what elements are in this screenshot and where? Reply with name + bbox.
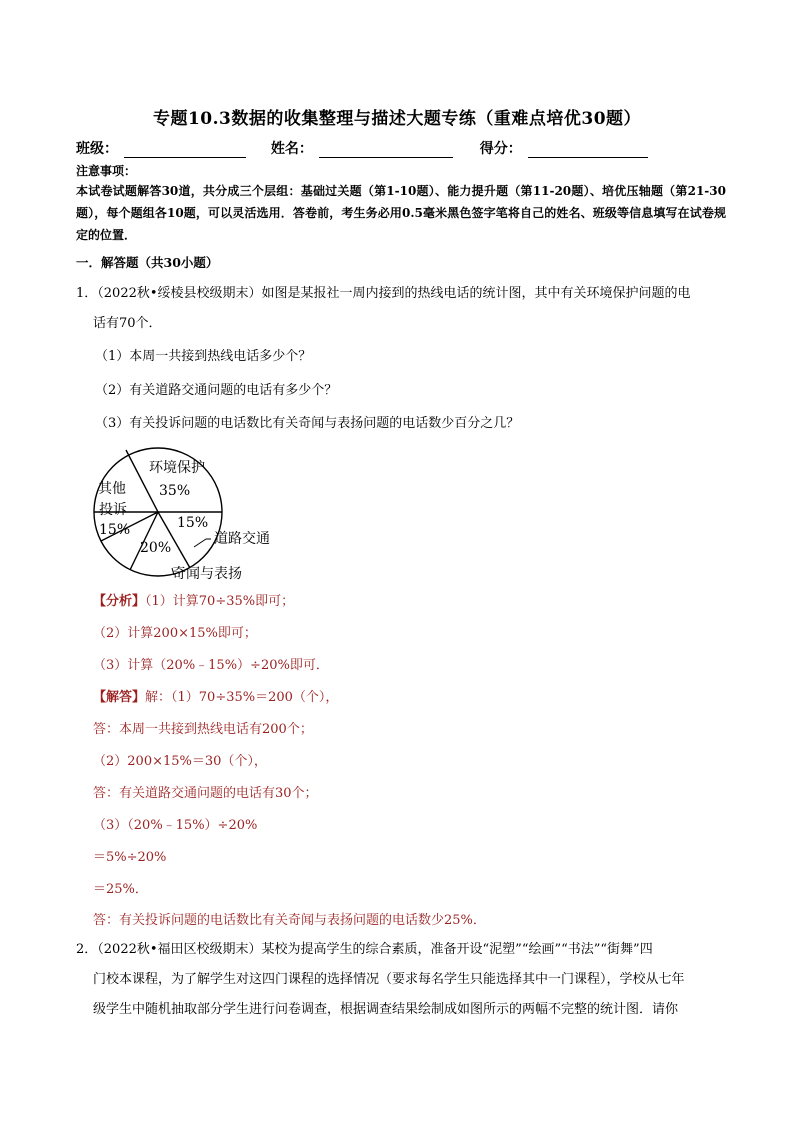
score-blank — [528, 143, 648, 158]
road-leader-line — [194, 539, 206, 547]
analysis-tag: 【分析】 — [93, 594, 146, 609]
notes-heading: 注意事项： — [76, 164, 137, 178]
question-1-stem — [76, 279, 726, 339]
question-1-line1: 1．（2022秋•绥棱县校级期末）如图是某报社一周内接到的热线电话的统计图，其中有关环境保护问题的电 — [76, 286, 691, 301]
section-heading: 一．解答题（共30小题） — [76, 255, 219, 270]
pct-complaint: 15% — [99, 522, 131, 538]
answer-line7: ＝25%． — [93, 882, 148, 897]
student-info-row — [76, 138, 648, 158]
notes-body: 本试卷试题解答30道，共分成三个层组：基础过关题（第1-10题）、能力提升题（第11-20题）、培优压轴题（第21-30题），每个题组各10题，可以灵活选用．答卷前，考生务必用0.5毫米黑色签字笔将自己的姓名、班级等信息填写在试卷规定的位置． — [76, 184, 726, 242]
label-news: 奇闻与表扬 — [172, 566, 242, 582]
answer-line8: 答：有关投诉问题的电话数比有关奇闻与表扬问题的电话数少25%． — [93, 913, 486, 928]
question-2-stem — [76, 935, 726, 1025]
analysis-line2: （2）计算200×15%即可； — [93, 626, 257, 641]
answer-line3: （2）200×15%＝30（个）， — [93, 754, 267, 769]
answer-line2: 答：本周一共接到热线电话有200个； — [93, 722, 313, 737]
answer-line4: 答：有关道路交通问题的电话有30个； — [93, 786, 318, 801]
analysis-line3: （3）计算（20%﹣15%）÷20%即可． — [93, 658, 329, 673]
pct-road: 15% — [177, 515, 209, 531]
question-2-line3: 级学生中随机抽取部分学生进行问卷调查，根据调查结果绘制成如图所示的两幅不完整的统计图．请你 — [93, 1002, 679, 1017]
name-blank — [319, 143, 453, 158]
label-road: 道路交通 — [214, 531, 270, 547]
class-blank — [124, 143, 246, 158]
question-2-line1: 2．（2022秋•福田区校级期末）某校为提高学生的综合素质，准备开设“泥塑”“绘画”“书法”“街舞”四 — [76, 942, 653, 957]
question-2-line2: 门校本课程，为了解学生对这四门课程的选择情况（要求每名学生只能选择其中一门课程），学校从七年 — [93, 972, 685, 987]
question-1-sub3: （3）有关投诉问题的电话数比有关奇闻与表扬问题的电话数少百分之几？ — [95, 416, 520, 431]
score-label: 得分： — [479, 141, 522, 157]
analysis-line1 — [93, 590, 294, 609]
name-label: 姓名： — [270, 141, 313, 157]
class-label: 班级： — [76, 141, 118, 157]
page-title: 专题10.3数据的收集整理与描述大题专练（重难点培优30题） — [152, 109, 642, 129]
pie-chart — [88, 442, 308, 590]
label-environment: 环境保护 — [149, 460, 205, 476]
answer-line5: （3）（20%﹣15%）÷20% — [93, 818, 258, 833]
pct-environment: 35% — [159, 483, 191, 499]
analysis-text1: （1）计算70÷35%即可； — [145, 594, 295, 609]
question-1-line2: 话有70个． — [93, 316, 162, 331]
answer-tag: 【解答】 — [93, 690, 146, 705]
question-1-sub2: （2）有关道路交通问题的电话有多少个？ — [95, 383, 338, 398]
question-1-sub1: （1）本周一共接到热线电话多少个？ — [95, 349, 312, 364]
answer-line6: ＝5%÷20% — [93, 850, 167, 865]
answer-line1 — [93, 686, 338, 705]
answer-text1: 解：（1）70÷35%＝200（个）， — [145, 690, 339, 705]
pct-news: 20% — [140, 540, 172, 556]
label-other: 其他 — [98, 481, 126, 497]
label-complaint: 投诉 — [99, 502, 127, 518]
